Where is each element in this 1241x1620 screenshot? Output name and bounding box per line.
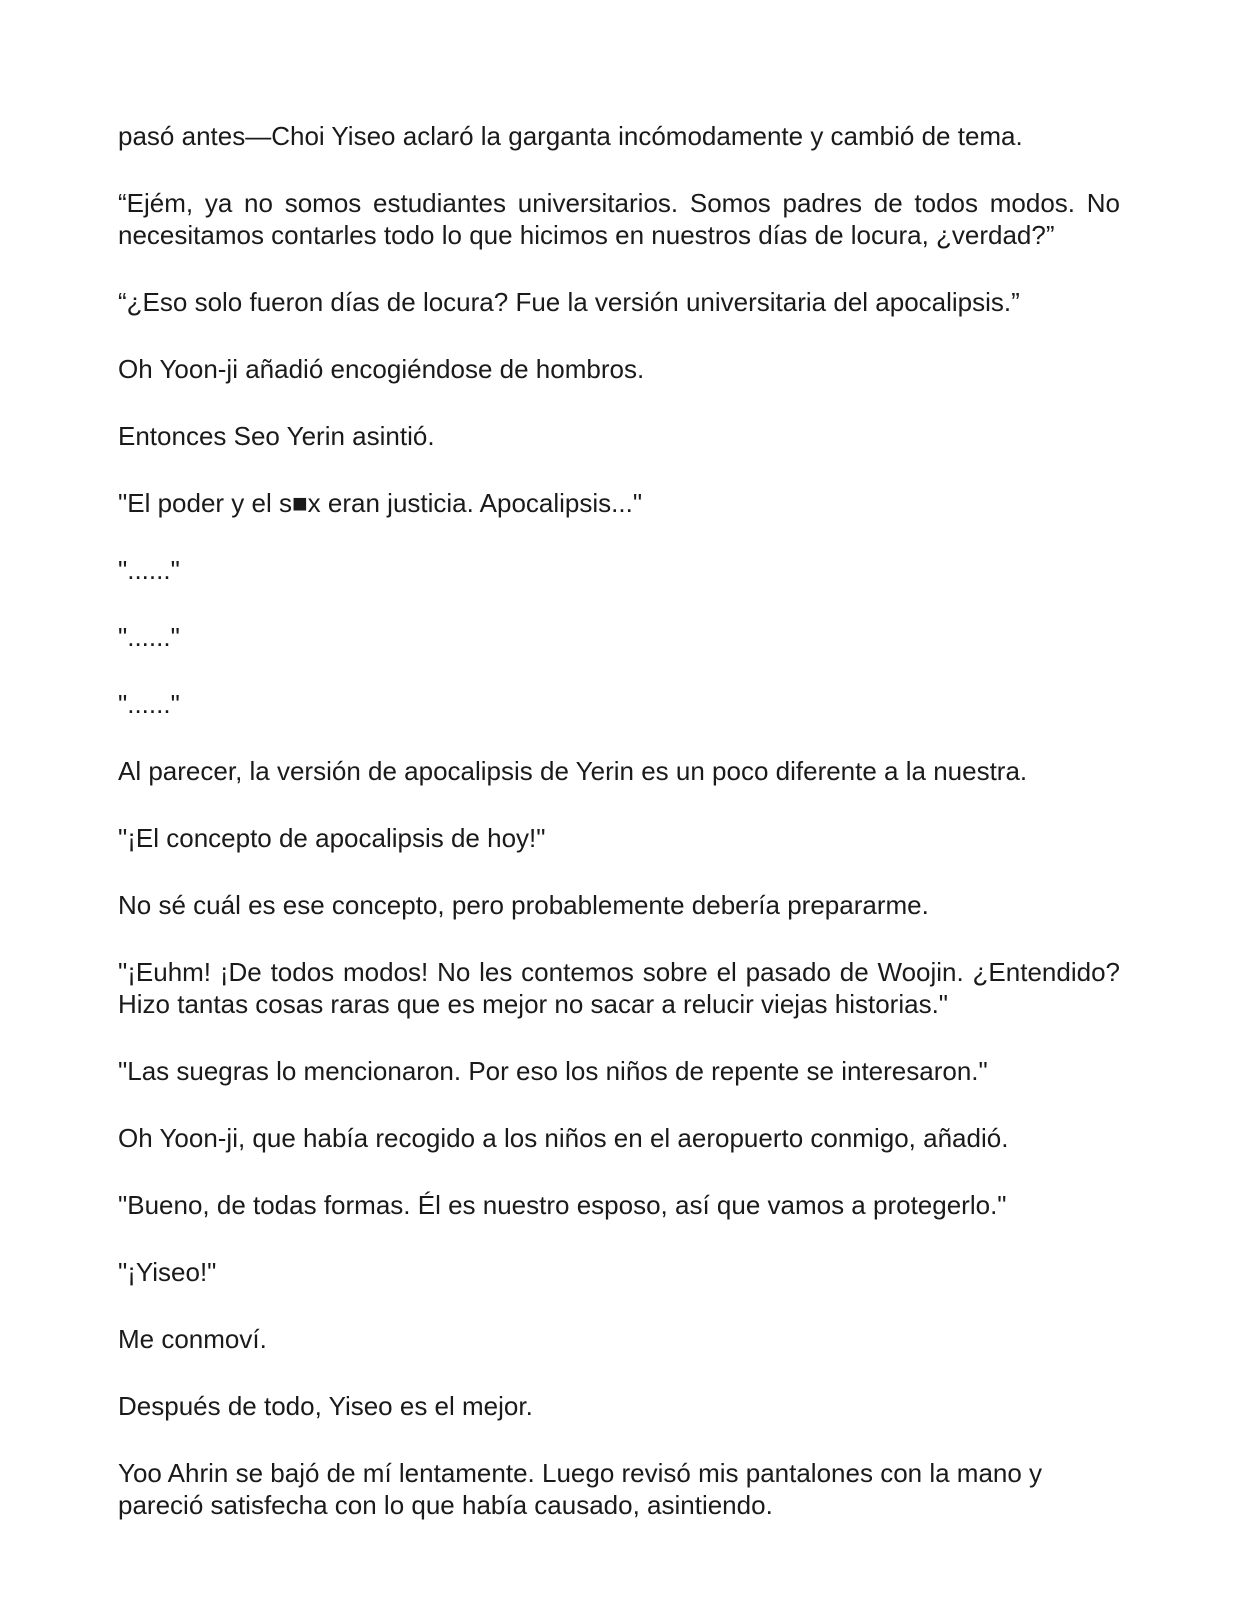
paragraph: "Bueno, de todas formas. Él es nuestro esposo, así que vamos a protegerlo." bbox=[118, 1190, 1007, 1220]
paragraph: “¿Eso solo fueron días de locura? Fue la versión universitaria del apocalipsis.” bbox=[118, 287, 1020, 317]
paragraph: Me conmoví. bbox=[118, 1324, 267, 1354]
paragraph: Al parecer, la versión de apocalipsis de Yerin es un poco diferente a la nuestra. bbox=[118, 756, 1028, 786]
paragraph: Después de todo, Yiseo es el mejor. bbox=[118, 1391, 533, 1421]
paragraph: "¡Yiseo!" bbox=[118, 1257, 217, 1287]
paragraph: "......" bbox=[118, 622, 180, 652]
paragraph: "¡Euhm! ¡De todos modos! No les contemos sobre el pasado de Woojin. ¿Entendido? Hizo tantas cosas raras que es mejor no sacar a relucir viejas historias." bbox=[118, 957, 1120, 1019]
paragraph: "El poder y el s■x eran justicia. Apocalipsis..." bbox=[118, 488, 643, 518]
paragraph: "¡El concepto de apocalipsis de hoy!" bbox=[118, 823, 546, 853]
paragraph: Yoo Ahrin se bajó de mí lentamente. Luego revisó mis pantalones con la mano y pareció satisfecha con lo que había causado, asintiendo. bbox=[118, 1458, 1043, 1520]
paragraph: No sé cuál es ese concepto, pero probablemente debería prepararme. bbox=[118, 890, 929, 920]
paragraph: “Ejém, ya no somos estudiantes universitarios. Somos padres de todos modos. No necesitamos contarles todo lo que hicimos en nuestros días de locura, ¿verdad?” bbox=[118, 188, 1120, 250]
paragraph: "......" bbox=[118, 555, 180, 585]
paragraph: "......" bbox=[118, 689, 180, 719]
paragraph: Oh Yoon-ji añadió encogiéndose de hombros. bbox=[118, 354, 645, 384]
paragraph: "Las suegras lo mencionaron. Por eso los niños de repente se interesaron." bbox=[118, 1056, 988, 1086]
paragraph: Entonces Seo Yerin asintió. bbox=[118, 421, 435, 451]
paragraph: pasó antes—Choi Yiseo aclaró la garganta incómodamente y cambió de tema. bbox=[118, 121, 1023, 151]
paragraph: Oh Yoon-ji, que había recogido a los niños en el aeropuerto conmigo, añadió. bbox=[118, 1123, 1009, 1153]
document-page bbox=[118, 120, 1120, 1556]
